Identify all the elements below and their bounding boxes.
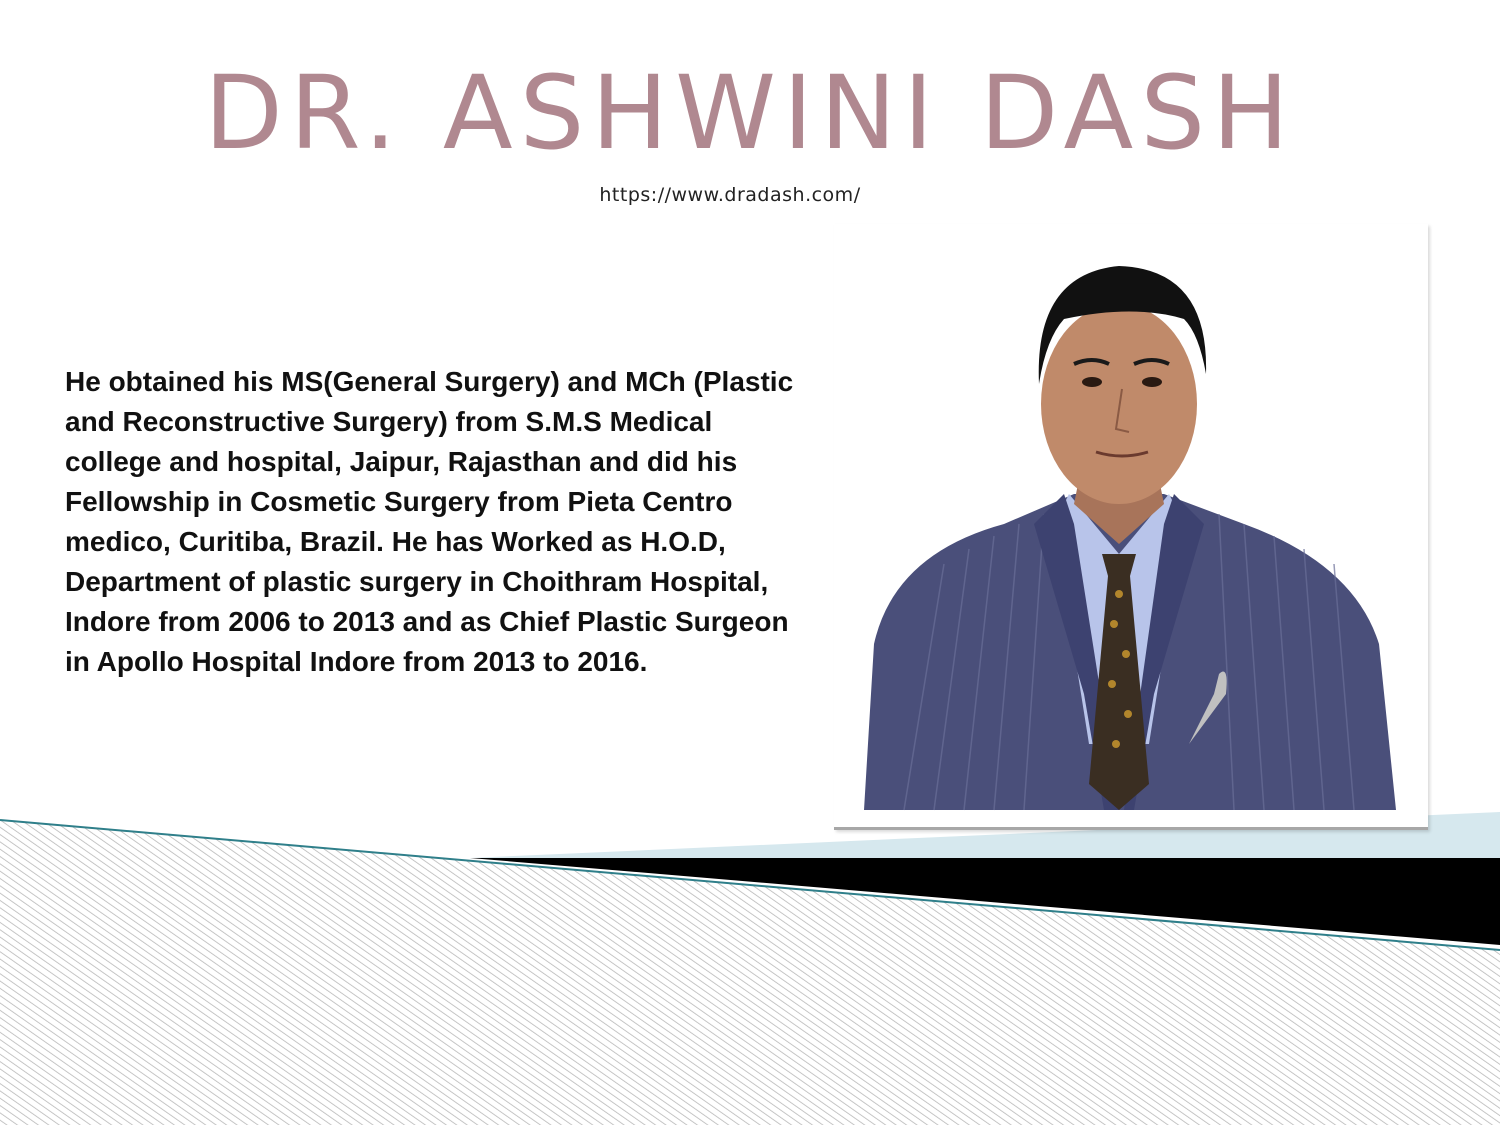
bio-paragraph: He obtained his MS(General Surgery) and MCh (Plastic and Reconstructive Surgery) from S.M.S Medical college and hospital, Jaipur, Rajasthan and did his Fellowship in Cosmetic Surgery from Pieta Centro medico, Curitiba, Brazil. He has Worked as H.O.D, Department of plastic surgery in Choithram Hospital, Indore from 2006 to 2013 and as Chief Plastic Surgeon in Apollo Hospital Indore from 2013 to 2016. [65, 366, 794, 677]
portrait-photo [834, 224, 1428, 827]
photo-frame [834, 224, 1428, 830]
page-title: DR. ASHWINI DASH [204, 54, 1296, 173]
website-url: https://www.dradash.com/ [599, 184, 861, 206]
